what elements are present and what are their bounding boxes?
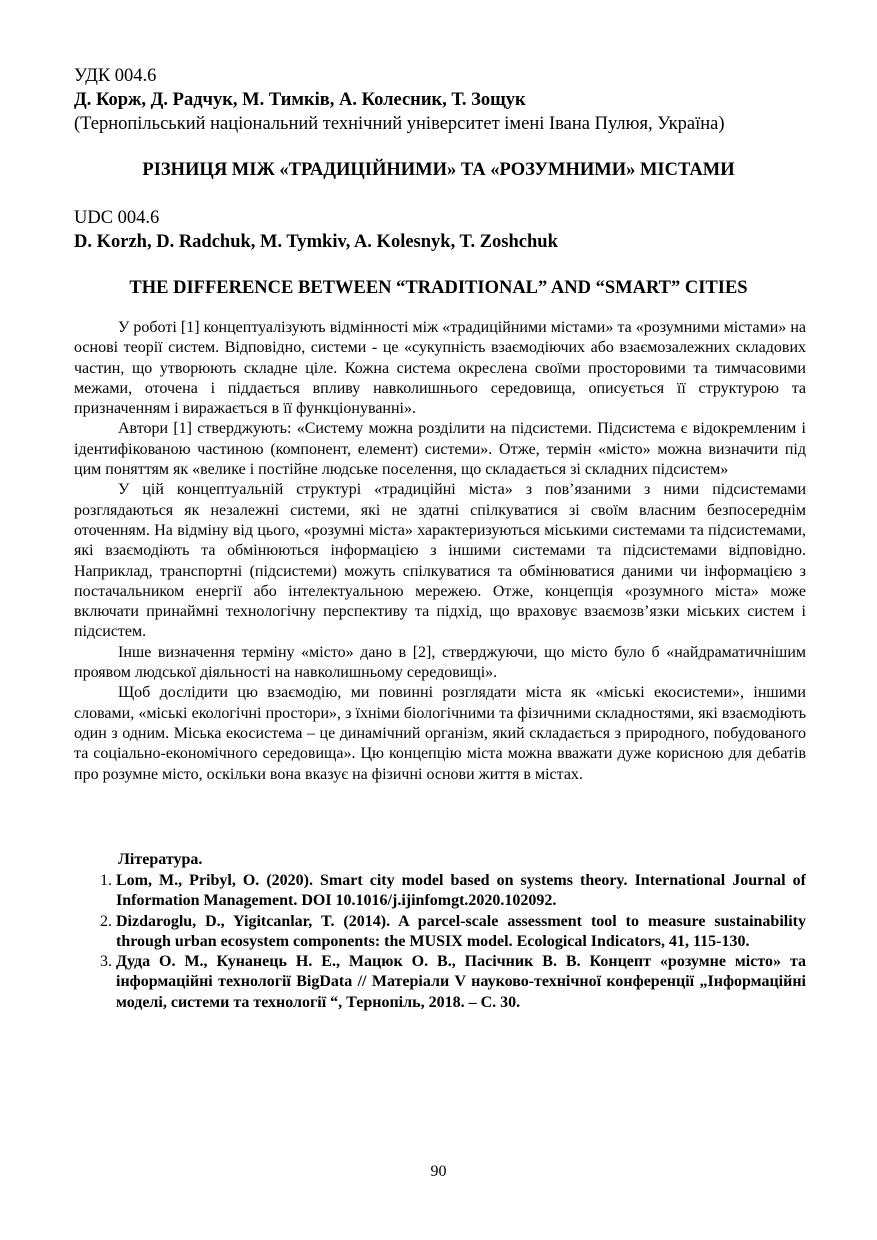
authors-en: D. Korzh, D. Radchuk, M. Tymkiv, A. Kolesnyk, T. Zoshchuk bbox=[74, 232, 558, 252]
reference-list bbox=[74, 871, 806, 1013]
paragraph: У роботі [1] концептуалізують відмінності між «традиційними містами» та «розумними містами» на основі теорії систем. Відповідно, системи - це «сукупність взаємодіючих або взаємозалежних складових частин, що утворюють складне ціле. Кожна система окреслена своїми просторовими та тимчасовими межами, оточена і піддається впливу навколишнього середовища, описується її структурою та призначенням і виражається в її функціонуванні». bbox=[74, 319, 806, 418]
reference-item: 1. Lom, M., Pribyl, O. (2020). Smart city model based on systems theory. International Journal of Information Management. DOI 10.1016/j.ijinfomgt.2020.102092. bbox=[116, 871, 806, 912]
reference-item: 2. Dizdaroglu, D., Yigitcanlar, T. (2014). A parcel-scale assessment tool to measure sustainability through urban ecosystem components: the MUSIX model. Ecological Indicators, 41, 115-130. bbox=[116, 912, 806, 953]
udc-ua: УДК 004.6 bbox=[74, 66, 157, 86]
literature-heading: Література. bbox=[118, 851, 203, 868]
affiliation-ua: (Тернопільський національний технічний університет імені Івана Пулюя, Україна) bbox=[74, 114, 725, 134]
title-ua: РІЗНИЦЯ МІЖ «ТРАДИЦІЙНИМИ» ТА «РОЗУМНИМИ» МІСТАМИ bbox=[142, 160, 735, 180]
authors-ua: Д. Корж, Д. Радчук, М. Тимків, А. Колесник, Т. Зощук bbox=[74, 90, 526, 110]
paragraph: У цій концептуальній структурі «традиційні міста» з пов’язаними з ними підсистемами розглядаються як незалежні системи, які не здатні спілкуватися зі своїм власним безпосереднім оточенням. На відміну від цього, «розумні міста» характеризуються міськими системами та підсистемами, які взаємодіють та обмінюються інформацією з іншими системами та підсистемами відповідно. Наприклад, транспортні (підсистеми) можуть спілкуватися та обмінюватися даними чи інформацією з постачальником енергії або інтелектуальною мережею. Отже, концепція «розумного міста» може включати принаймні технологічну перспективу та підхід, що враховує взаємозв’язки міських систем і підсистем. bbox=[74, 481, 806, 641]
page-number: 90 bbox=[430, 1163, 447, 1180]
udc-en: UDC 004.6 bbox=[74, 208, 160, 228]
paragraph: Автори [1] стверджують: «Систему можна розділити на підсистеми. Підсистема є відокремленим і ідентифікованою частиною (компонент, елемент) системи». Отже, термін «місто» можна визначити під цим поняттям як «велике і постійне людське поселення, що складається зі складних підсистем» bbox=[74, 420, 806, 479]
paragraph: Щоб дослідити цю взаємодію, ми повинні розглядати міста як «міські екосистеми», іншими словами, «міські екологічні простори», з їхніми біологічними та фізичними складностями, які взаємодіють один з одним. Міська екосистема – це динамічний організм, який складається з природного, побудованого та соціально-економічного середовища». Цю концепцію міста можна вважати дуже корисною для дебатів про розумне місто, оскільки вона вказує на фізичні основи життя в містах. bbox=[74, 684, 806, 783]
reference-item: 3. Дуда О. М., Кунанець Н. Е., Мацюк О. В., Пасічник В. В. Концепт «розумне місто» та інформаційні технології BigData // Матеріали V науково-технічної конференції „Інформаційні моделі, системи та технології “, Тернопіль, 2018. – С. 30. bbox=[116, 952, 806, 1013]
paragraph: Інше визначення терміну «місто» дано в [2], стверджуючи, що місто було б «найдраматичнішим проявом людської діяльності на навколишньому середовищі». bbox=[74, 643, 806, 682]
body-text bbox=[74, 318, 806, 785]
title-en: THE DIFFERENCE BETWEEN “TRADITIONAL” AND “SMART” CITIES bbox=[129, 278, 748, 298]
